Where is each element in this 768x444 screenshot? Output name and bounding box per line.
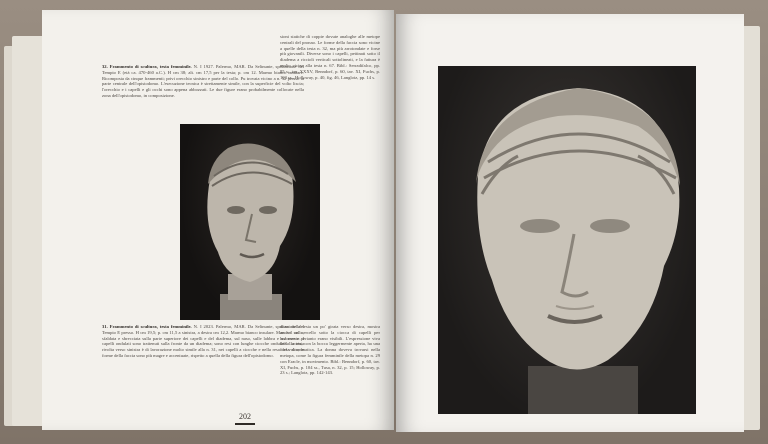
caption-32-text: N. I 1927. Palermo, MAR. Da Selinunte, spoliazione del Tempio E (età ca. 470-460 a.C.). H cm 38; alt. cm 17,5 per la testa; p. cm 12. Marmo bianco insulare. Ricomposta da cinque frammenti; privi orecchio sinistro e parte del collo. Pu trovata vicino a n. 32 presso la parte centrale dell'opistodomo. L'esecuzione tecnica è strettamente simile, con la superficie del volto liscia; l'orecchio e i capelli e gli occhi sono appena abbozzati. Le due figure erano probabilmente collocate nella zona dell'opistodomo, in composizione. bbox=[102, 64, 304, 98]
right-column-upper: sioni statiche di coppie dovute analoghe alle metope centrali del pronao. Le forme della faccia sono vicine a quelle della testa n. 32, ma più arrotondate e forse più giovanili. Diverse sono i capelli, pettinati sotto il diadema a riccioli verticali sottolineati, e la fattura è molto vicina alla testa n. 67. Bibl.: Serradifalco, pp. 85 s., tav. XXXV, Benndorf, p. 60, tav. XI, Fuchs, p. 103 ss., Holloway, p. 40, fig. 46, Langlotz, pp. 14 s. bbox=[280, 34, 380, 80]
left-page-number: 202 bbox=[239, 412, 251, 421]
caption-31 bbox=[102, 324, 304, 410]
left-page-stack-inner bbox=[12, 36, 46, 426]
caption-32-title: 32. Frammento di scultura, testa femminile. bbox=[102, 64, 192, 69]
large-sculpture-photo bbox=[438, 66, 696, 414]
caption-32 bbox=[102, 64, 304, 116]
large-head-image bbox=[438, 66, 696, 414]
caption-31-title: 31. Frammento di scultura, testa femminile. bbox=[102, 324, 192, 329]
caption-31-text: N. I 2023. Palermo, MAR. Da Selinunte, spoliazione del Tempio E presso. H cm 19,5; p. cm 11,5 a sinistra, a destra cm 12,2. Marmo bianco insulare. Manca il collo, sfaldata e sbrecciata sulla parte superiore dei capelli e del diadema, sul naso, sulle labbra e sul mento. I capelli ondulati sono trattenuti sulla fronte da un diadema; sono resi con lunghe ciocche ondulate. La testa rivolta verso sinistra è di lavorazione molto simile alla n. 31, nei capelli a ciocche e nella resa del volto; le forme della faccia sono più magre e accentuate, rispetto a quella della figura dell'opistodomo. bbox=[102, 324, 304, 358]
open-book bbox=[4, 6, 764, 440]
left-page-number-underline bbox=[235, 423, 255, 425]
right-column-lower: dona della testa un po' girata verso destra, mostra anche un cercello sotto la ciocca di capelli per lavorare e pertanto erano visibili. L'espressione viva della faccia, con la bocca leggermente aperta, ha una forza drammatica. La donna doveva trovarsi nella metopa, come la figura femminile della metopa n. 29 con Eracle, in movimento. Bibl.: Benndorf, p. 60, tav. XI, Fuchs, p. 104 ss., Tusa, n. 32, p. 15; Holloway, p. 23 s.; Langlotz, pp. 142-143. bbox=[280, 324, 380, 376]
